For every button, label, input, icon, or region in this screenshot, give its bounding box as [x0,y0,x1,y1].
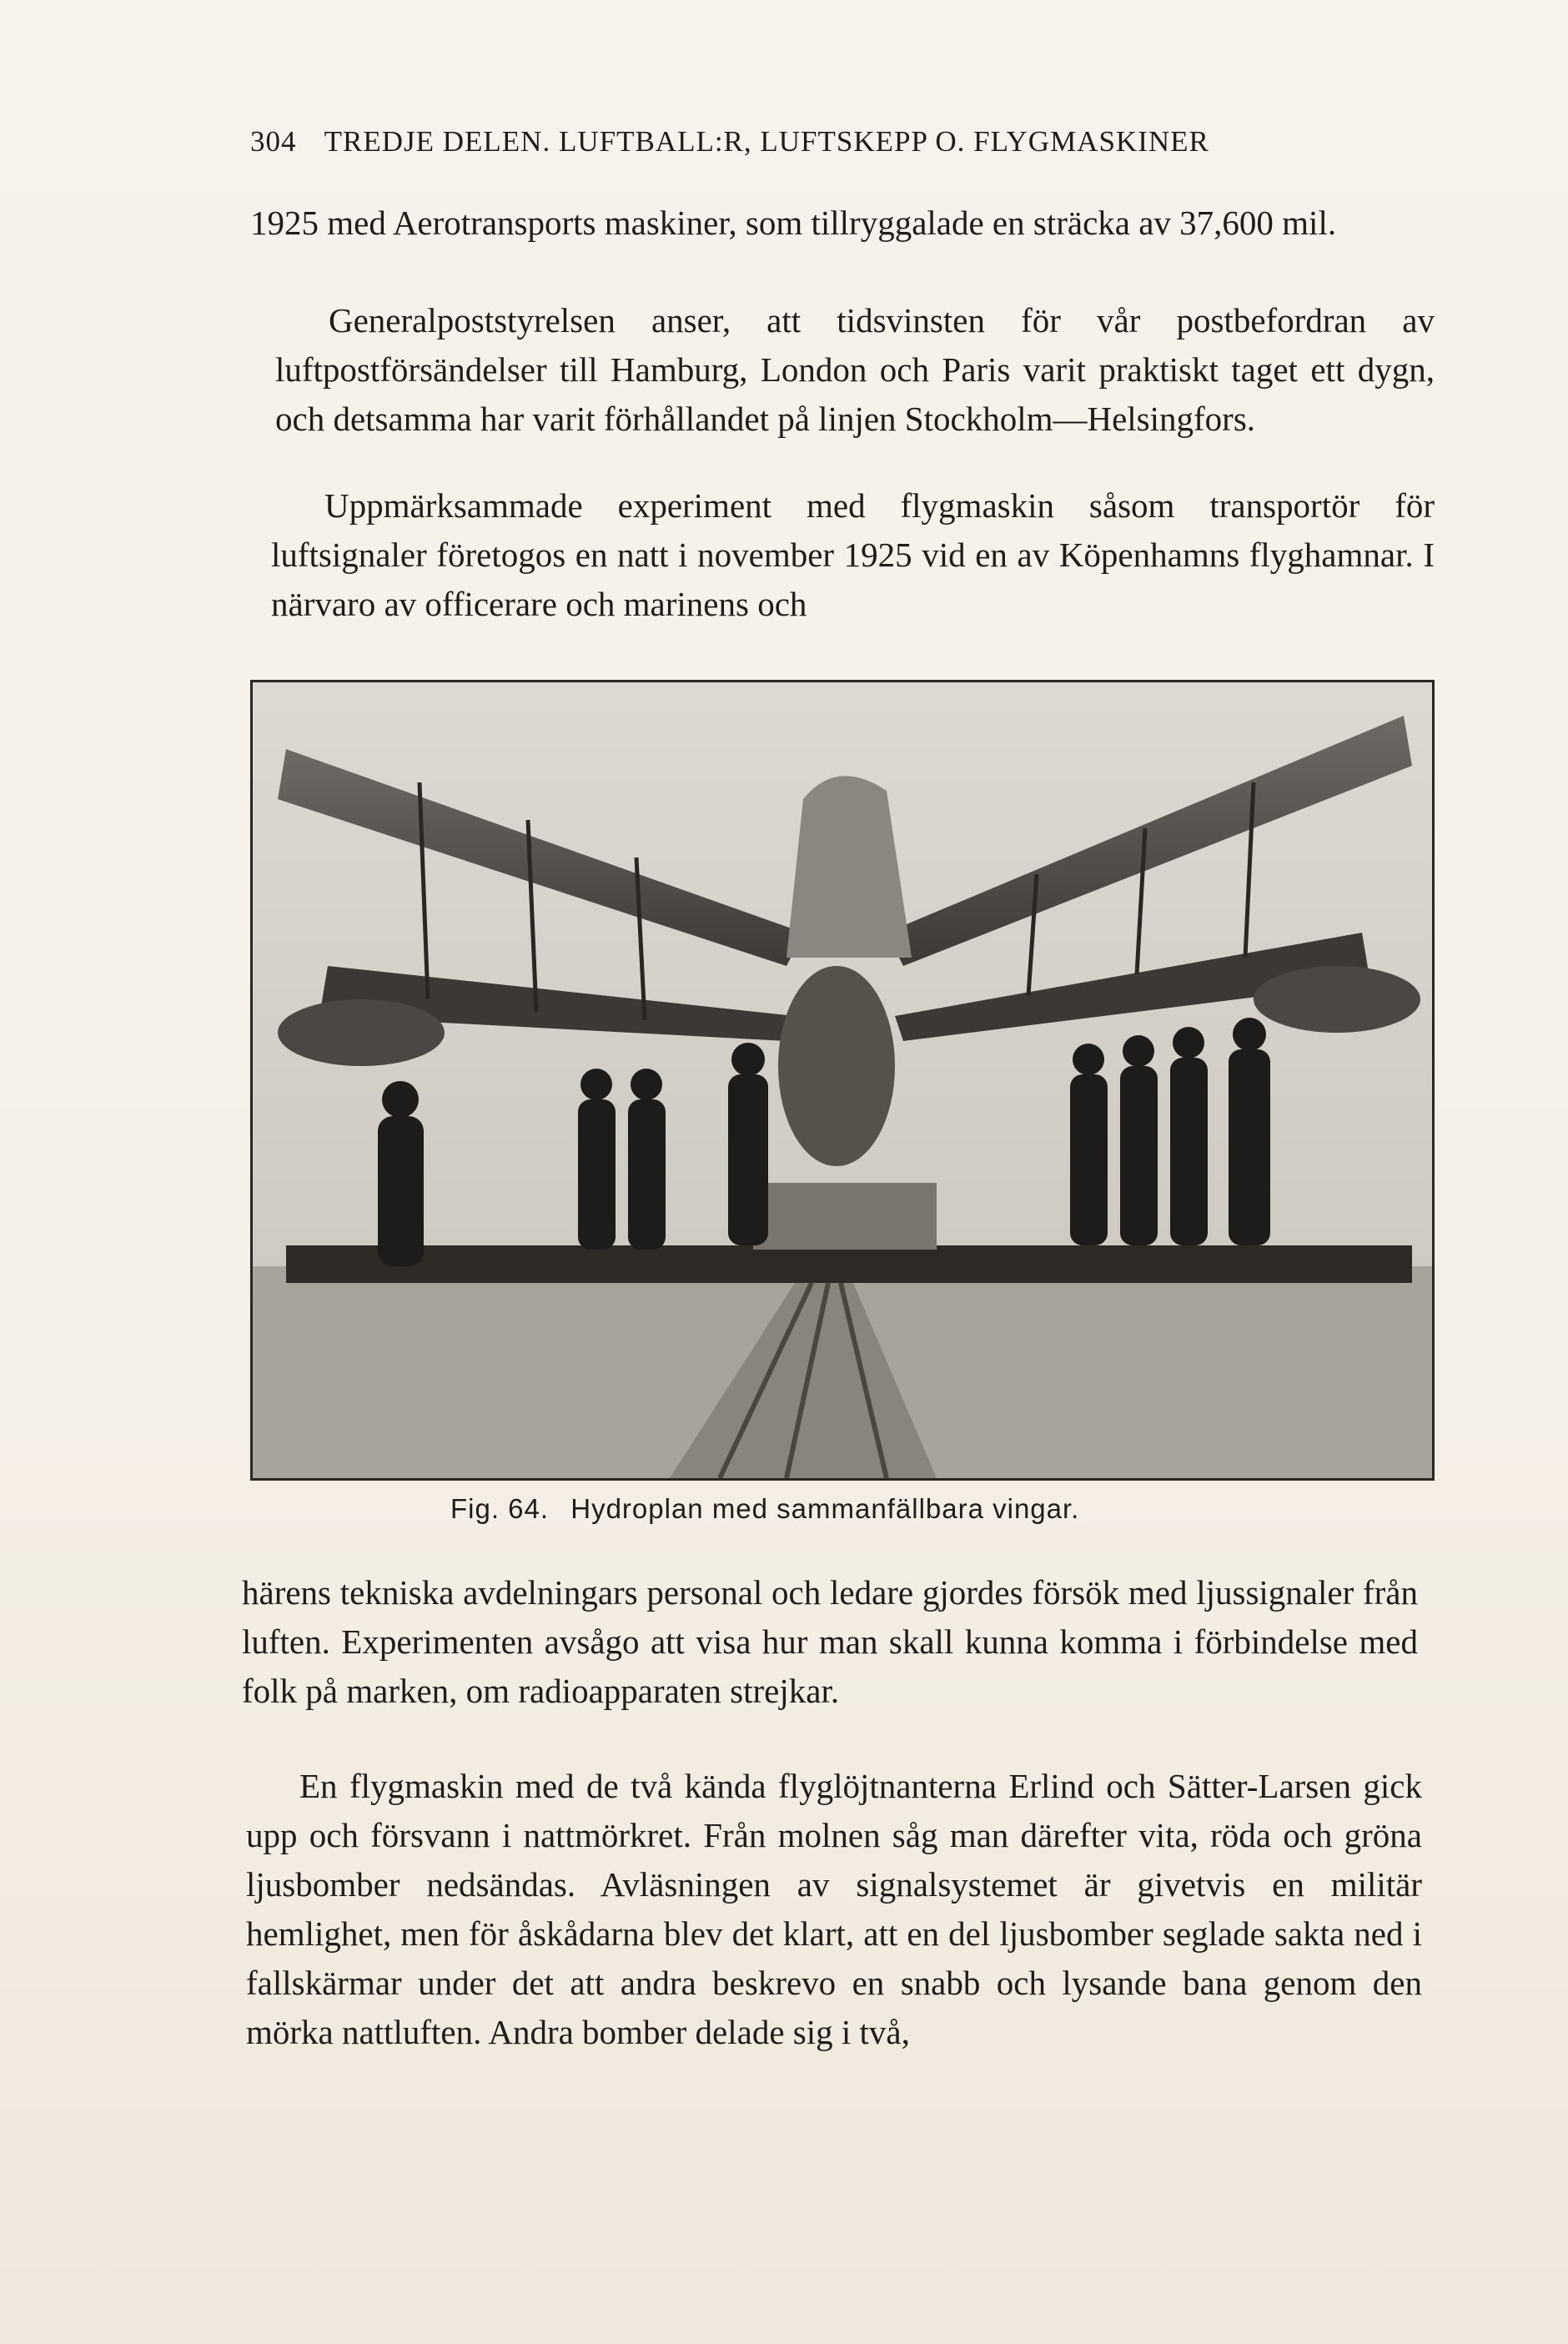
paragraph-2 [275,296,1435,444]
paragraph-5 [246,1762,1422,2057]
page-number: 304 [250,125,297,158]
paragraph-3-text: Uppmärksammade experiment med flygmaskin såsom transportör för luftsignaler företogos en natt i november 1925 vid en av Köpenhamns flyghamnar. I närvaro av officerare och marinens och [271,486,1435,623]
paragraph-1: 1925 med Aerotransports maskiner, som tillryggalade en sträcka av 37,600 mil. [250,204,1337,242]
paragraph-2-text: Generalpoststyrelsen anser, att tidsvinsten för vår postbefordran av luftpostförsändelser till Hamburg, London och Paris varit praktiskt taget ett dygn, och detsamma har varit förhållandet på linjen Stockholm—Helsingfors. [275,301,1435,438]
paragraph-3 [271,481,1435,629]
figure-caption [450,1493,1284,1525]
figure-photo-hydroplane [250,680,1435,1481]
figure-caption-text: Hydroplan med sammanfällbara vingar. [570,1493,1080,1524]
running-head-title: TREDJE DELEN. LUFTBALL:R, LUFTSKEPP O. FLYGMASKINER [324,125,1209,158]
running-head [250,125,1435,158]
paragraph-5-text: En flygmaskin med de två kända flyglöjtnanterna Erlind och Sätter-Larsen gick upp och försvann i nattmörkret. Från molnen såg man därefter vita, röda och gröna ljusbomber nedsändas. Avläsningen av signalsystemet är givetvis en militär hemlighet, men för åskådarna blev det klart, att en del ljusbomber seglade sakta ned i fallskärmar under det att andra beskrevo en snabb och lysande bana genom den mörka nattluften. Andra bomber delade sig i två, [246,1767,1422,2051]
figure-label: Fig. 64. [450,1493,550,1524]
hydroplane-photo-illustration [253,682,1432,1478]
paragraph-4: härens tekniska avdelningars personal och ledare gjordes försök med ljussignaler från luften. Experimenten avsågo att visa hur man skall kunna komma i förbindelse med folk på marken, om radioapparaten strejkar. [242,1573,1418,1710]
